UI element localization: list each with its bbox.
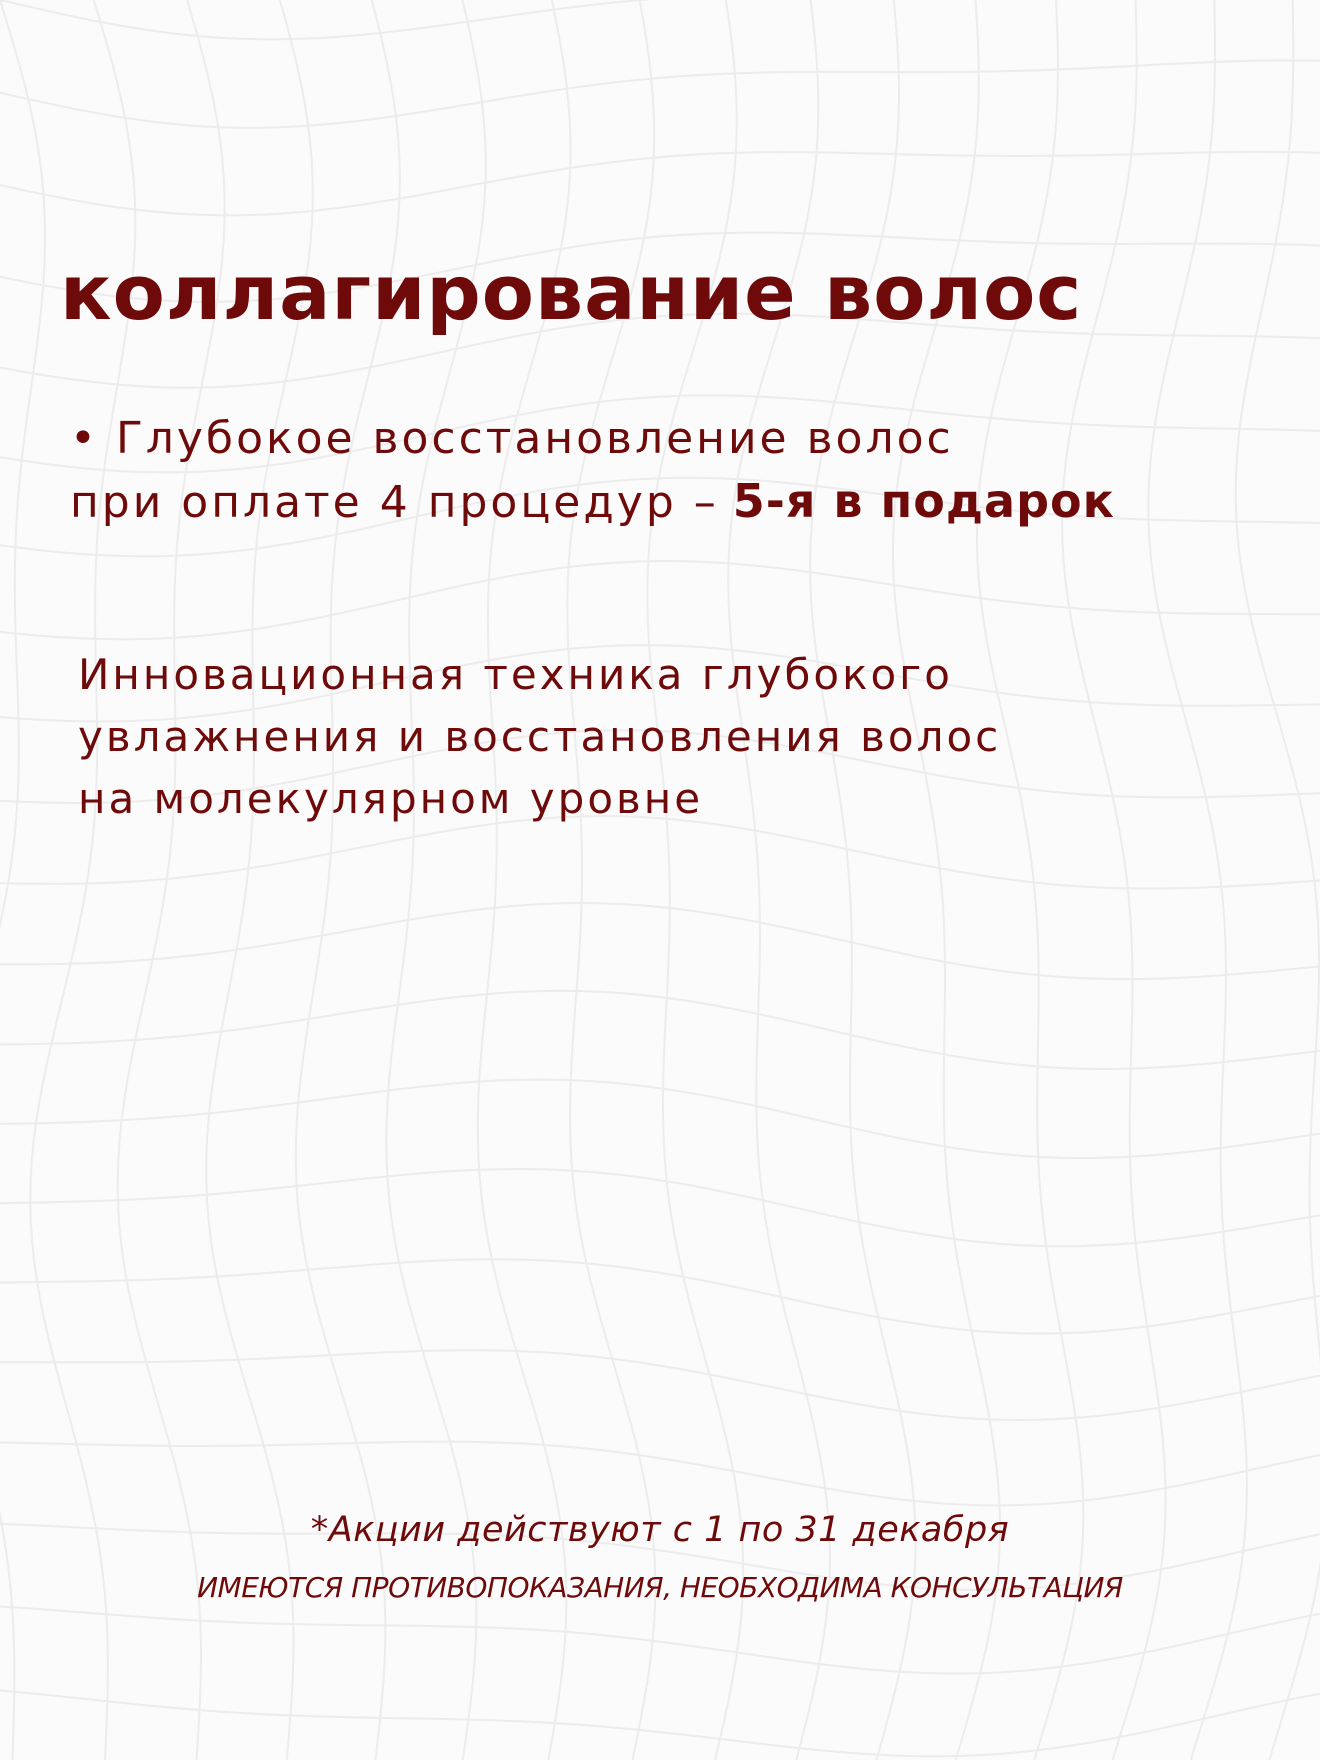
description-block bbox=[78, 644, 1001, 830]
offer-highlight: 5-я в подарок bbox=[732, 474, 1115, 528]
description-line-3: на молекулярном уровне bbox=[78, 774, 704, 823]
offer-condition: при оплате 4 процедур – bbox=[70, 477, 719, 528]
description-line-1: Инновационная техника глубокого bbox=[78, 650, 953, 699]
contraindications-warning: ИМЕЮТСЯ ПРОТИВОПОКАЗАНИЯ, НЕОБХОДИМА КОНСУЛЬТАЦИЯ bbox=[197, 1571, 1123, 1604]
footer bbox=[0, 1506, 1320, 1606]
description-line-2: увлажнения и восстановления волос bbox=[78, 712, 1002, 761]
offer-line-1: • Глубокое восстановление волос bbox=[70, 413, 954, 464]
offer-line-2 bbox=[70, 470, 1115, 534]
promo-dates: *Акции действуют с 1 по 31 декабря bbox=[310, 1510, 1010, 1550]
offer-block bbox=[70, 408, 1115, 534]
page-title: коллагирование волос bbox=[60, 248, 1083, 337]
